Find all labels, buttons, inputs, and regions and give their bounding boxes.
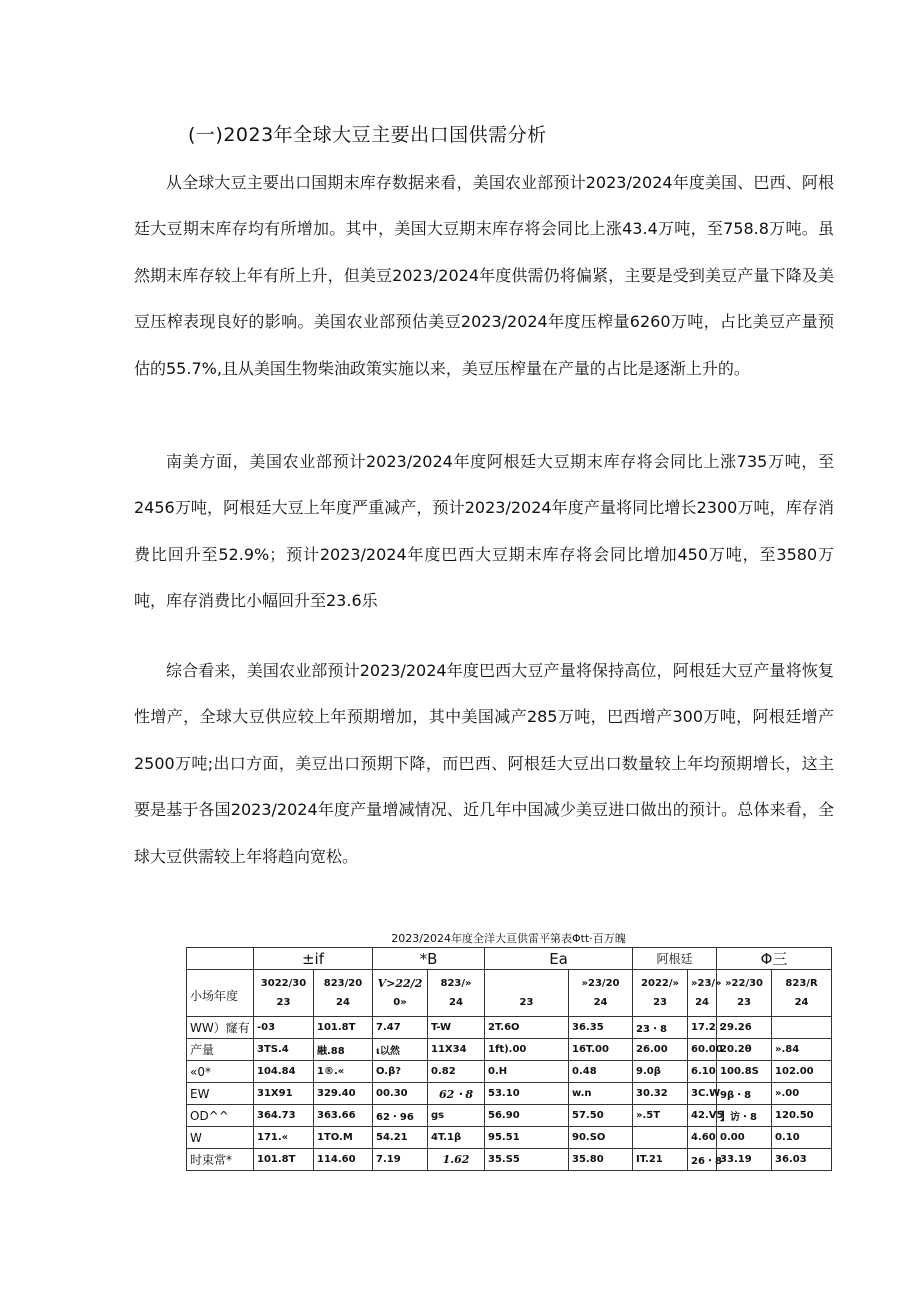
- table-cell: 6.10: [688, 1061, 717, 1083]
- table-cell: 0.48: [569, 1061, 633, 1083]
- table-cell: 90.SO: [569, 1127, 633, 1149]
- table-cell: 20.2θ: [717, 1039, 772, 1061]
- year-cell: 823/R: [772, 970, 832, 994]
- table-cell: 57.50: [569, 1105, 633, 1127]
- year-cell: 24: [314, 993, 373, 1017]
- table-cell: [633, 1127, 688, 1149]
- year-cell: 24: [569, 993, 633, 1017]
- table-row: [187, 1083, 832, 1105]
- table-cell: 0.00: [717, 1127, 772, 1149]
- year-cell: 24: [428, 993, 485, 1017]
- table-cell: 53.10: [485, 1083, 569, 1105]
- table-cell: 融.88: [314, 1039, 373, 1061]
- table-cell: 1.62: [428, 1149, 485, 1171]
- table-body: [187, 1017, 832, 1171]
- table-cell: 7.47: [373, 1017, 428, 1039]
- group-header-2: *B: [373, 948, 485, 970]
- paragraph-south-america: 南美方面，美国农业部预计2023/2024年度阿根廷大豆期末库存将会同比上涨735万吨，至2456万吨，阿根廷大豆上年度严重减产，预计2023/2024年度产量将同比增长2300万吨，库存消费比回升至52.9%；预计2023/2024年度巴西大豆期末库存将会同比增加450万吨，至3580万吨，库存消费比小幅回升至23.6乐: [134, 452, 834, 611]
- table-cell: 16T.00: [569, 1039, 633, 1061]
- group-header-1: ±if: [254, 948, 373, 970]
- paragraph-summary: 综合看来，美国农业部预计2023/2024年度巴西大豆产量将保持高位，阿根廷大豆产量将恢复性增产，全球大豆供应较上年预期增加，其中美国减产285万吨，巴西增产300万吨，阿根廷增产2500万吨;出口方面，美豆出口预期下降，而巴西、阿根廷大豆出口数量较上年均预期增长，这主要是基于各国2023/2024年度产量增减情况、近几年中国减少美豆进口做出的预计。总体来看，全球大豆供需较上年将趋向宽松。: [134, 661, 834, 866]
- table-cell: 104.84: [254, 1061, 314, 1083]
- table-cell: 0.82: [428, 1061, 485, 1083]
- table-cell: 4T.1β: [428, 1127, 485, 1149]
- row-label: OD^^: [187, 1105, 254, 1127]
- table-cell: O.β?: [373, 1061, 428, 1083]
- year-cell: »22/30: [717, 970, 772, 994]
- table-cell: 36.03: [772, 1149, 832, 1171]
- table-row: [187, 1039, 832, 1061]
- row-label: WW）窿有: [187, 1017, 254, 1039]
- table-cell: 33.19: [717, 1149, 772, 1171]
- table-cell: 3C.W: [688, 1083, 717, 1105]
- table-cell: 114.60: [314, 1149, 373, 1171]
- table-cell: ».84: [772, 1039, 832, 1061]
- table-cell: 62・8: [428, 1083, 485, 1105]
- table-cell: 17.2 :: [688, 1017, 717, 1039]
- table-cell: 100.8S: [717, 1061, 772, 1083]
- year-cell: 823/»: [428, 970, 485, 994]
- row-label: 时束常*: [187, 1149, 254, 1171]
- year-cell: V>22/2: [373, 970, 428, 994]
- table-cell: 54.21: [373, 1127, 428, 1149]
- paragraph-us-stocks: 从全球大豆主要出口国期末库存数据来看，美国农业部预计2023/2024年度美国、巴西、阿根廷大豆期末库存均有所增加。其中，美国大豆期末库存将会同比上涨43.4万吨，至758.8万吨。虽然期末库存较上年有所上升，但美豆2023/2024年度供需仍将偏紧，主要是受到美豆产量下降及美豆压榨表现良好的影响。美国农业部预估美豆2023/2024年度压榨量6260万吨，占比美豆产量预估的55.7%,且从美国生物柴油政策实施以来，美豆压榨量在产量的占比是逐渐上升的。: [134, 173, 834, 378]
- table-cell: 2T.6O: [485, 1017, 569, 1039]
- row-label: 产量: [187, 1039, 254, 1061]
- table-cell: 364.73: [254, 1105, 314, 1127]
- year-cell: 24: [688, 993, 717, 1017]
- table-cell: 56.90: [485, 1105, 569, 1127]
- year-cell: 23: [485, 993, 569, 1017]
- table-cell: w.n: [569, 1083, 633, 1105]
- year-cell: 2022/»: [633, 970, 688, 994]
- row-label: EW: [187, 1083, 254, 1105]
- table-cell: 329.40: [314, 1083, 373, 1105]
- table-cell: 60.00: [688, 1039, 717, 1061]
- year-cell: 823/20: [314, 970, 373, 994]
- year-row-1: [187, 970, 832, 994]
- group-header-5: Φ三: [717, 948, 832, 970]
- table-cell: 35.S5: [485, 1149, 569, 1171]
- table-cell: 29.26: [717, 1017, 772, 1039]
- table-cell: IT.21: [633, 1149, 688, 1171]
- table-cell: 00.30: [373, 1083, 428, 1105]
- table-cell: 7.19: [373, 1149, 428, 1171]
- table-cell: ι以然: [373, 1039, 428, 1061]
- group-header-row: [187, 948, 832, 970]
- supply-demand-table: [186, 947, 832, 1171]
- table-cell: ».5T: [633, 1105, 688, 1127]
- row-label: «0*: [187, 1061, 254, 1083]
- table-cell: 0.10: [772, 1127, 832, 1149]
- table-row: [187, 1149, 832, 1171]
- table-cell: 101.8T: [314, 1017, 373, 1039]
- row-header-label: 小场年度: [187, 970, 254, 1017]
- table-row: [187, 1127, 832, 1149]
- year-cell: 23: [717, 993, 772, 1017]
- year-cell: 24: [772, 993, 832, 1017]
- group-header-blank: [187, 948, 254, 970]
- table-cell: 1®.«: [314, 1061, 373, 1083]
- table-cell: 26.00: [633, 1039, 688, 1061]
- table-cell: 95.51: [485, 1127, 569, 1149]
- table-cell: 23・8: [633, 1017, 688, 1039]
- table-cell: 9.0β: [633, 1061, 688, 1083]
- row-label: W: [187, 1127, 254, 1149]
- table-cell: 102.00: [772, 1061, 832, 1083]
- table-row: [187, 1105, 832, 1127]
- year-cell: [485, 970, 569, 994]
- table-cell: 36.35: [569, 1017, 633, 1039]
- table-cell: 35.80: [569, 1149, 633, 1171]
- table-cell: gs: [428, 1105, 485, 1127]
- table-cell: [772, 1017, 832, 1039]
- table-cell: 171.«: [254, 1127, 314, 1149]
- table-cell: 26・8: [688, 1149, 717, 1171]
- table-cell: -03: [254, 1017, 314, 1039]
- table-cell: ».00: [772, 1083, 832, 1105]
- table-cell: 363.66: [314, 1105, 373, 1127]
- table-cell: 3TS.4: [254, 1039, 314, 1061]
- table-cell: 1ft).00: [485, 1039, 569, 1061]
- table-cell: 】访・8: [717, 1105, 772, 1127]
- year-row-2: [187, 993, 832, 1017]
- table-cell: 0.H: [485, 1061, 569, 1083]
- year-cell: 0»: [373, 993, 428, 1017]
- table-cell: T-W: [428, 1017, 485, 1039]
- table-cell: 42.V5: [688, 1105, 717, 1127]
- group-header-3: Ea: [485, 948, 633, 970]
- table-cell: 31X91: [254, 1083, 314, 1105]
- table-cell: 11X34: [428, 1039, 485, 1061]
- table-row: [187, 1061, 832, 1083]
- year-cell: 23: [633, 993, 688, 1017]
- table-cell: 4.60: [688, 1127, 717, 1149]
- table-caption: 2023/2024年度全洋大亘供雷平第表Φtt·百万魄: [391, 932, 626, 945]
- table-cell: 30.32: [633, 1083, 688, 1105]
- table-cell: 62・96: [373, 1105, 428, 1127]
- year-cell: »23/20: [569, 970, 633, 994]
- year-cell: »23/»: [688, 970, 717, 994]
- table-cell: 120.50: [772, 1105, 832, 1127]
- year-cell: 3022/30: [254, 970, 314, 994]
- group-header-argentina: 阿根廷: [633, 948, 717, 970]
- table-row: [187, 1017, 832, 1039]
- year-cell: 23: [254, 993, 314, 1017]
- table-cell: 101.8T: [254, 1149, 314, 1171]
- table-cell: 1TO.M: [314, 1127, 373, 1149]
- section-heading: (一)2023年全球大豆主要出口国供需分析: [188, 124, 547, 146]
- table-cell: 9β・8: [717, 1083, 772, 1105]
